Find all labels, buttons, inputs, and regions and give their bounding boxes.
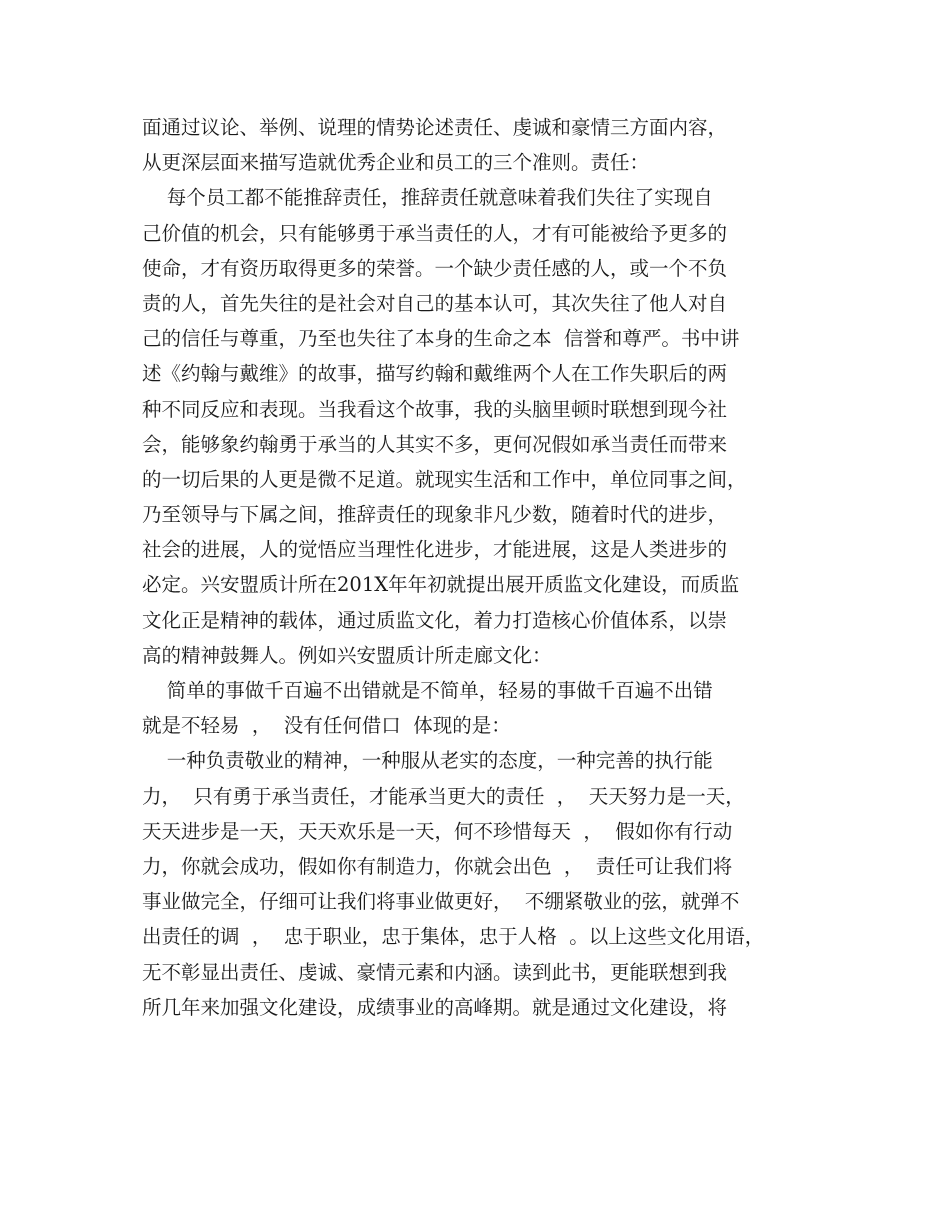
text-line: 社会的进展，人的觉悟应当理性化进步，才能进展，这是人类进步的 [142, 538, 728, 562]
text-line: 必定。兴安盟质计所在201X年年初就提出展开质监文化建设，而质监 [142, 573, 740, 597]
text-line: 的一切后果的人更是微不足道。就现实生活和工作中，单位同事之间， [142, 467, 747, 491]
text-line: 己价值的机会，只有能够勇于承当责任的人，才有可能被给予更多的 [142, 221, 728, 245]
text-line: 力，你就会成功，假如你有制造力，你就会出色 ， 责任可让我们将 [142, 854, 733, 878]
text-line: 高的精神鼓舞人。例如兴安盟质计所走廊文化： [142, 643, 552, 667]
text-line: 己的信任与尊重，乃至也失往了本身的生命之本 信誉和尊严。书中讲 [142, 327, 740, 351]
text-line: 简单的事做千百遍不出错就是不简单，轻易的事做千百遍不出错 [142, 679, 713, 702]
text-line: 责的人，首先失往的是社会对自己的基本认可，其次失往了他人对自 [142, 291, 728, 315]
text-line: 一种负责敬业的精神，一种服从老实的态度，一种完善的执行能 [142, 749, 713, 773]
text-line: 每个员工都不能推辞责任，推辞责任就意味着我们失往了实现自 [142, 186, 713, 210]
text-line: 乃至领导与下属之间，推辞责任的现象非凡少数，随着时代的进步， [142, 503, 728, 527]
body-text [142, 110, 822, 1025]
text-line: 事业做完全，仔细可让我们将事业做更好， 不绷紧敬业的弦，就弹不 [142, 890, 740, 914]
text-line: 面通过议论、举例、说理的情势论述责任、虔诚和豪情三方面内容， [142, 116, 728, 139]
text-line: 从更深层面来描写造就优秀企业和员工的三个准则。责任： [142, 151, 650, 175]
text-line: 就是不轻易 ， 没有任何借口 体现的是： [142, 714, 511, 738]
text-line: 所几年来加强文化建设，成绩事业的高峰期。就是通过文化建设，将 [142, 995, 728, 1019]
text-line: 述《约翰与戴维》的故事，描写约翰和戴维两个人在工作失职后的两 [142, 362, 728, 386]
text-line: 力， 只有勇于承当责任，才能承当更大的责任 ， 天天努力是一天， [142, 784, 745, 808]
text-line: 会，能够象约翰勇于承当的人其实不多，更何况假如承当责任而带来 [142, 432, 728, 456]
text-line: 种不同反应和表现。当我看这个故事，我的头脑里顿时联想到现今社 [142, 397, 728, 421]
text-line: 无不彰显出责任、虔诚、豪情元素和内涵。读到此书，更能联想到我 [142, 960, 728, 984]
text-line: 出责任的调 ， 忠于职业，忠于集体，忠于人格 。以上这些文化用语， [142, 925, 765, 949]
text-line: 使命，才有资历取得更多的荣誉。一个缺少责任感的人，或一个不负 [142, 256, 728, 280]
text-line: 文化正是精神的载体，通过质监文化，着力打造核心价值体系，以崇 [142, 608, 728, 632]
text-line: 天天进步是一天，天天欢乐是一天，何不珍惜每天 ， 假如你有行动 [142, 819, 733, 843]
